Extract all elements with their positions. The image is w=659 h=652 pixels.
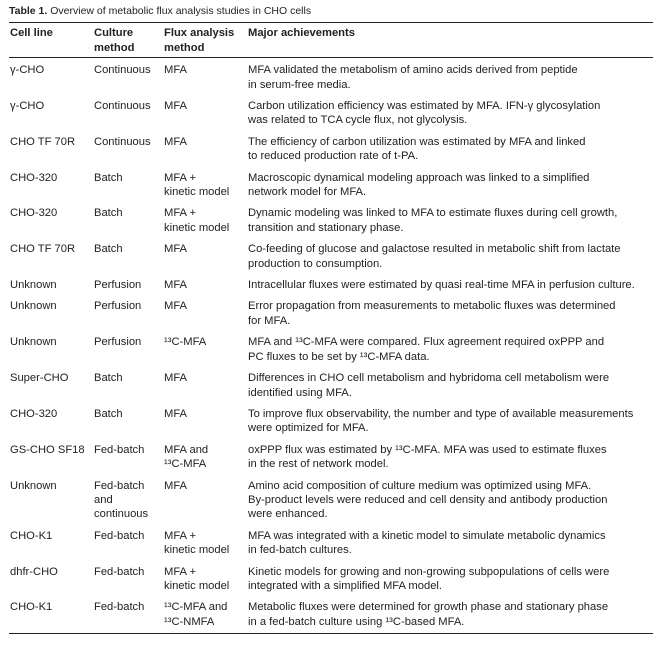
cell-line-cell: CHO-320 xyxy=(10,171,58,184)
cell-line-cell: Unknown xyxy=(10,479,57,492)
table-row xyxy=(9,525,653,561)
flux-method-cell: MFA + kinetic model xyxy=(164,529,230,557)
cell-line-cell: Unknown xyxy=(10,300,57,313)
table-row xyxy=(9,597,653,633)
culture-method-cell: Perfusion xyxy=(94,279,142,292)
achievement-cell: Amino acid composition of culture medium was optimized using MFA. By-product levels were reduced and cell density and antibody production were enhanced. xyxy=(248,479,608,521)
achievement-cell: The efficiency of carbon utilization was estimated by MFA and linked to reduced production rate of t-PA. xyxy=(248,135,586,163)
table-row xyxy=(9,167,653,203)
header-cell-line: Cell line xyxy=(10,27,53,39)
culture-method-cell: Batch xyxy=(94,207,123,220)
culture-method-cell: Fed-batch xyxy=(94,529,145,542)
cell-line-cell: CHO TF 70R xyxy=(10,243,76,256)
table-row xyxy=(9,239,653,275)
flux-method-cell: MFA xyxy=(164,300,187,313)
cell-line-cell: CHO-K1 xyxy=(10,601,53,614)
cell-line-cell: Super-CHO xyxy=(10,372,69,385)
cell-line-cell: dhfr-CHO xyxy=(10,565,58,578)
header-row xyxy=(9,23,653,58)
flux-method-cell: MFA + kinetic model xyxy=(164,565,230,592)
culture-method-cell: Batch xyxy=(94,171,123,184)
table-row xyxy=(9,475,653,525)
flux-method-cell: MFA and ¹³C-MFA xyxy=(164,443,209,471)
table-row xyxy=(9,96,653,132)
culture-method-cell: Continuous xyxy=(94,64,151,77)
table-row xyxy=(9,275,653,296)
culture-method-cell: Fed-batch xyxy=(94,565,145,578)
table-row xyxy=(9,403,653,439)
achievement-cell: Error propagation from measurements to metabolic fluxes was determined for MFA. xyxy=(248,300,616,327)
table-caption-label: Table 1. xyxy=(9,5,48,17)
cell-line-cell: Unknown xyxy=(10,279,57,292)
cell-line-cell: CHO-320 xyxy=(10,407,58,420)
achievement-cell: MFA and ¹³C-MFA were compared. Flux agreement required oxPPP and PC fluxes to be set by ¹³C-MFA data. xyxy=(248,336,605,363)
table-body xyxy=(9,58,653,634)
flux-method-cell: MFA xyxy=(164,372,187,385)
table-row xyxy=(9,561,653,597)
culture-method-cell: Batch xyxy=(94,407,123,420)
flux-method-cell: MFA xyxy=(164,243,187,256)
achievement-cell: Intracellular fluxes were estimated by quasi real-time MFA in perfusion culture. xyxy=(248,279,635,292)
achievement-cell: oxPPP flux was estimated by ¹³C-MFA. MFA was used to estimate fluxes in the rest of network model. xyxy=(248,443,607,471)
cell-line-cell: CHO TF 70R xyxy=(10,135,76,148)
culture-method-cell: Batch xyxy=(94,243,123,256)
achievement-cell: MFA validated the metabolism of amino acids derived from peptide in serum-free media. xyxy=(248,64,578,91)
achievement-cell: Co-feeding of glucose and galactose resulted in metabolic shift from lactate production to consumption. xyxy=(248,243,621,270)
flux-analysis-table xyxy=(9,22,653,634)
flux-method-cell: MFA xyxy=(164,407,187,420)
flux-method-cell: MFA + kinetic model xyxy=(164,207,230,234)
cell-line-cell: γ-CHO xyxy=(10,64,45,77)
culture-method-cell: Fed-batch xyxy=(94,601,145,614)
table-caption-text: Overview of metabolic flux analysis studies in CHO cells xyxy=(47,5,312,17)
table-row xyxy=(9,296,653,332)
flux-method-cell: ¹³C-MFA xyxy=(164,336,207,349)
table-row xyxy=(9,131,653,167)
culture-method-cell: Continuous xyxy=(94,135,151,148)
cell-line-cell: GS-CHO SF18 xyxy=(10,443,85,456)
table-row xyxy=(9,439,653,475)
table-row xyxy=(9,368,653,404)
table-header xyxy=(9,23,653,58)
achievement-cell: Metabolic fluxes were determined for growth phase and stationary phase in a fed-batch culture using ¹³C-based MFA. xyxy=(248,601,609,628)
flux-method-cell: MFA + kinetic model xyxy=(164,171,230,199)
culture-method-cell: Continuous xyxy=(94,100,151,112)
flux-method-cell: MFA xyxy=(164,135,187,148)
achievement-cell: To improve flux observability, the number and type of available measurements were optimized for MFA. xyxy=(248,407,634,435)
table-caption xyxy=(9,4,653,18)
achievement-cell: Dynamic modeling was linked to MFA to estimate fluxes during cell growth, transition and stationary phase. xyxy=(248,207,618,234)
table-row xyxy=(9,58,653,96)
culture-method-cell: Fed-batch xyxy=(94,443,145,456)
flux-method-cell: MFA xyxy=(164,479,187,492)
header-flux-analysis-method: Flux analysis method xyxy=(164,27,235,54)
table-row xyxy=(9,332,653,368)
flux-method-cell: MFA xyxy=(164,279,187,292)
flux-method-cell: MFA xyxy=(164,100,187,112)
culture-method-cell: Batch xyxy=(94,372,123,385)
header-major-achievements: Major achievements xyxy=(248,27,355,39)
achievement-cell: MFA was integrated with a kinetic model to simulate metabolic dynamics in fed-batch cultures. xyxy=(248,529,606,557)
achievement-cell: Macroscopic dynamical modeling approach was linked to a simplified network model for MFA. xyxy=(248,171,590,199)
cell-line-cell: CHO-K1 xyxy=(10,529,53,542)
flux-method-cell: ¹³C-MFA and ¹³C-NMFA xyxy=(164,601,228,628)
achievement-cell: Carbon utilization efficiency was estimated by MFA. IFN-γ glycosylation was related to TCA cycle flux, not glycolysis. xyxy=(248,100,601,127)
culture-method-cell: Perfusion xyxy=(94,300,142,313)
flux-method-cell: MFA xyxy=(164,64,187,77)
culture-method-cell: Perfusion xyxy=(94,336,142,349)
header-culture-method: Culture method xyxy=(94,27,135,54)
cell-line-cell: γ-CHO xyxy=(10,100,45,112)
achievement-cell: Kinetic models for growing and non-growing subpopulations of cells were integrated with a simplified MFA model. xyxy=(248,565,610,592)
table-row xyxy=(9,203,653,239)
cell-line-cell: CHO-320 xyxy=(10,207,58,220)
achievement-cell: Differences in CHO cell metabolism and hybridoma cell metabolism were identified using MFA. xyxy=(248,372,610,399)
cell-line-cell: Unknown xyxy=(10,336,57,349)
culture-method-cell: Fed-batch and continuous xyxy=(94,479,149,521)
